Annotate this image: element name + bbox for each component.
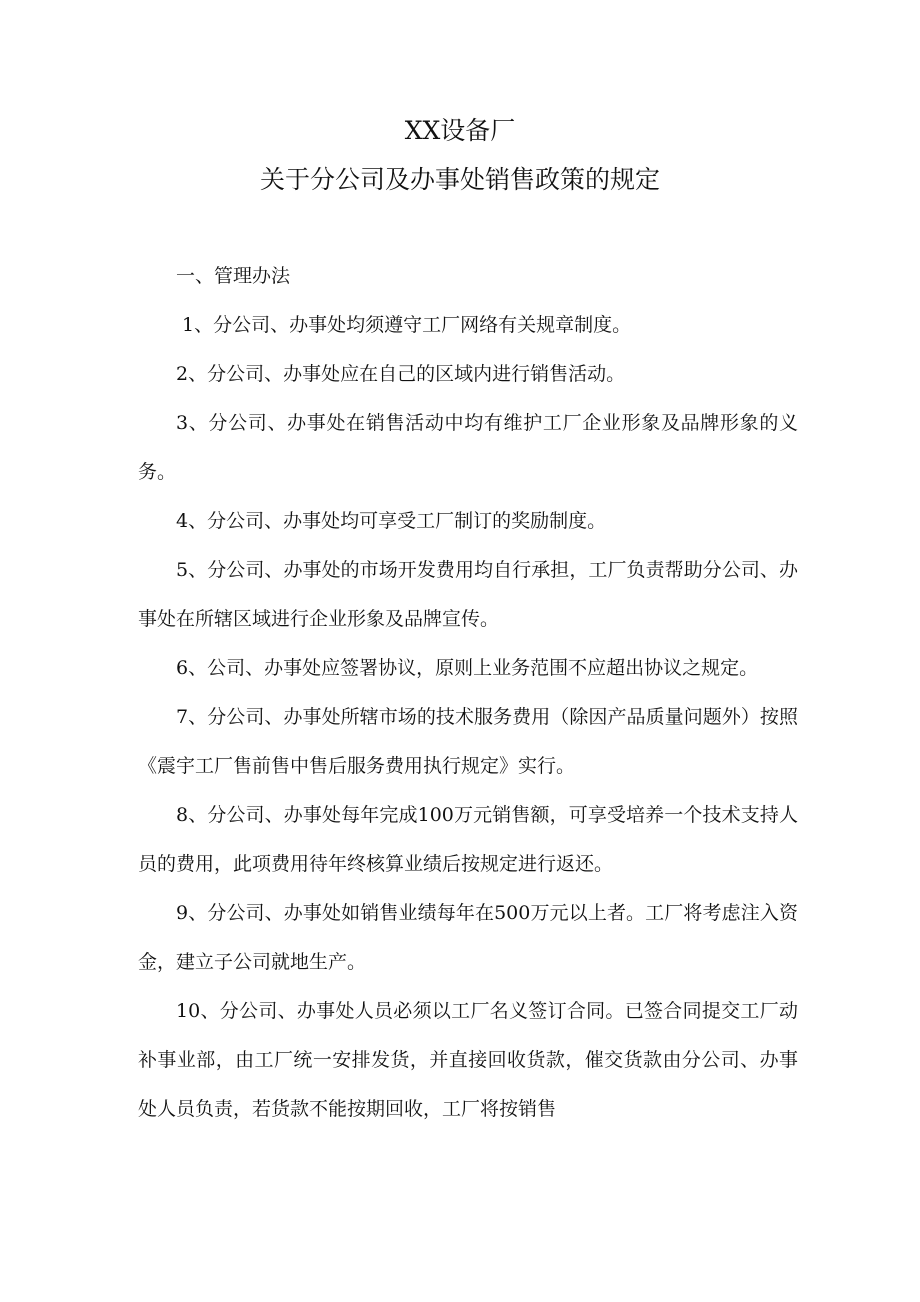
- section-heading: 一、管理办法: [176, 265, 291, 287]
- document-subtitle: 关于分公司及办事处销售政策的规定: [259, 165, 660, 194]
- document-title: XX设备厂: [404, 116, 516, 145]
- paragraph-3: 3、分公司、办事处在销售活动中均有维护工厂企业形象及品牌形象的义务。: [138, 412, 798, 483]
- document-body: [138, 252, 798, 1134]
- paragraph-2: 2、分公司、办事处应在自己的区域内进行销售活动。: [176, 363, 626, 385]
- paragraph-10: 10、分公司、办事处人员必须以工厂名义签订合同。已签合同提交工厂动补事业部，由工厂统一安排发货，并直接回收货款，催交货款由分公司、办事处人员负责，若货款不能按期回收，工厂将按销售: [138, 1000, 798, 1120]
- paragraph-9: 9、分公司、办事处如销售业绩每年在500万元以上者。工厂将考虑注入资金，建立子公司就地生产。: [138, 902, 798, 973]
- paragraph-5: 5、分公司、办事处的市场开发费用均自行承担，工厂负责帮助分公司、办事处在所辖区域进行企业形象及品牌宣传。: [138, 559, 798, 630]
- paragraph-1: 1、分公司、办事处均须遵守工厂网络有关规章制度。: [182, 314, 632, 336]
- paragraph-6: 6、公司、办事处应签署协议，原则上业务范围不应超出协议之规定。: [176, 657, 759, 679]
- paragraph-8: 8、分公司、办事处每年完成100万元销售额，可享受培养一个技术支持人员的费用，此项费用待年终核算业绩后按规定进行返还。: [138, 804, 798, 875]
- paragraph-4: 4、分公司、办事处均可享受工厂制订的奖励制度。: [176, 510, 607, 532]
- paragraph-7: 7、分公司、办事处所辖市场的技术服务费用（除因产品质量问题外）按照《震宇工厂售前售中售后服务费用执行规定》实行。: [138, 706, 798, 777]
